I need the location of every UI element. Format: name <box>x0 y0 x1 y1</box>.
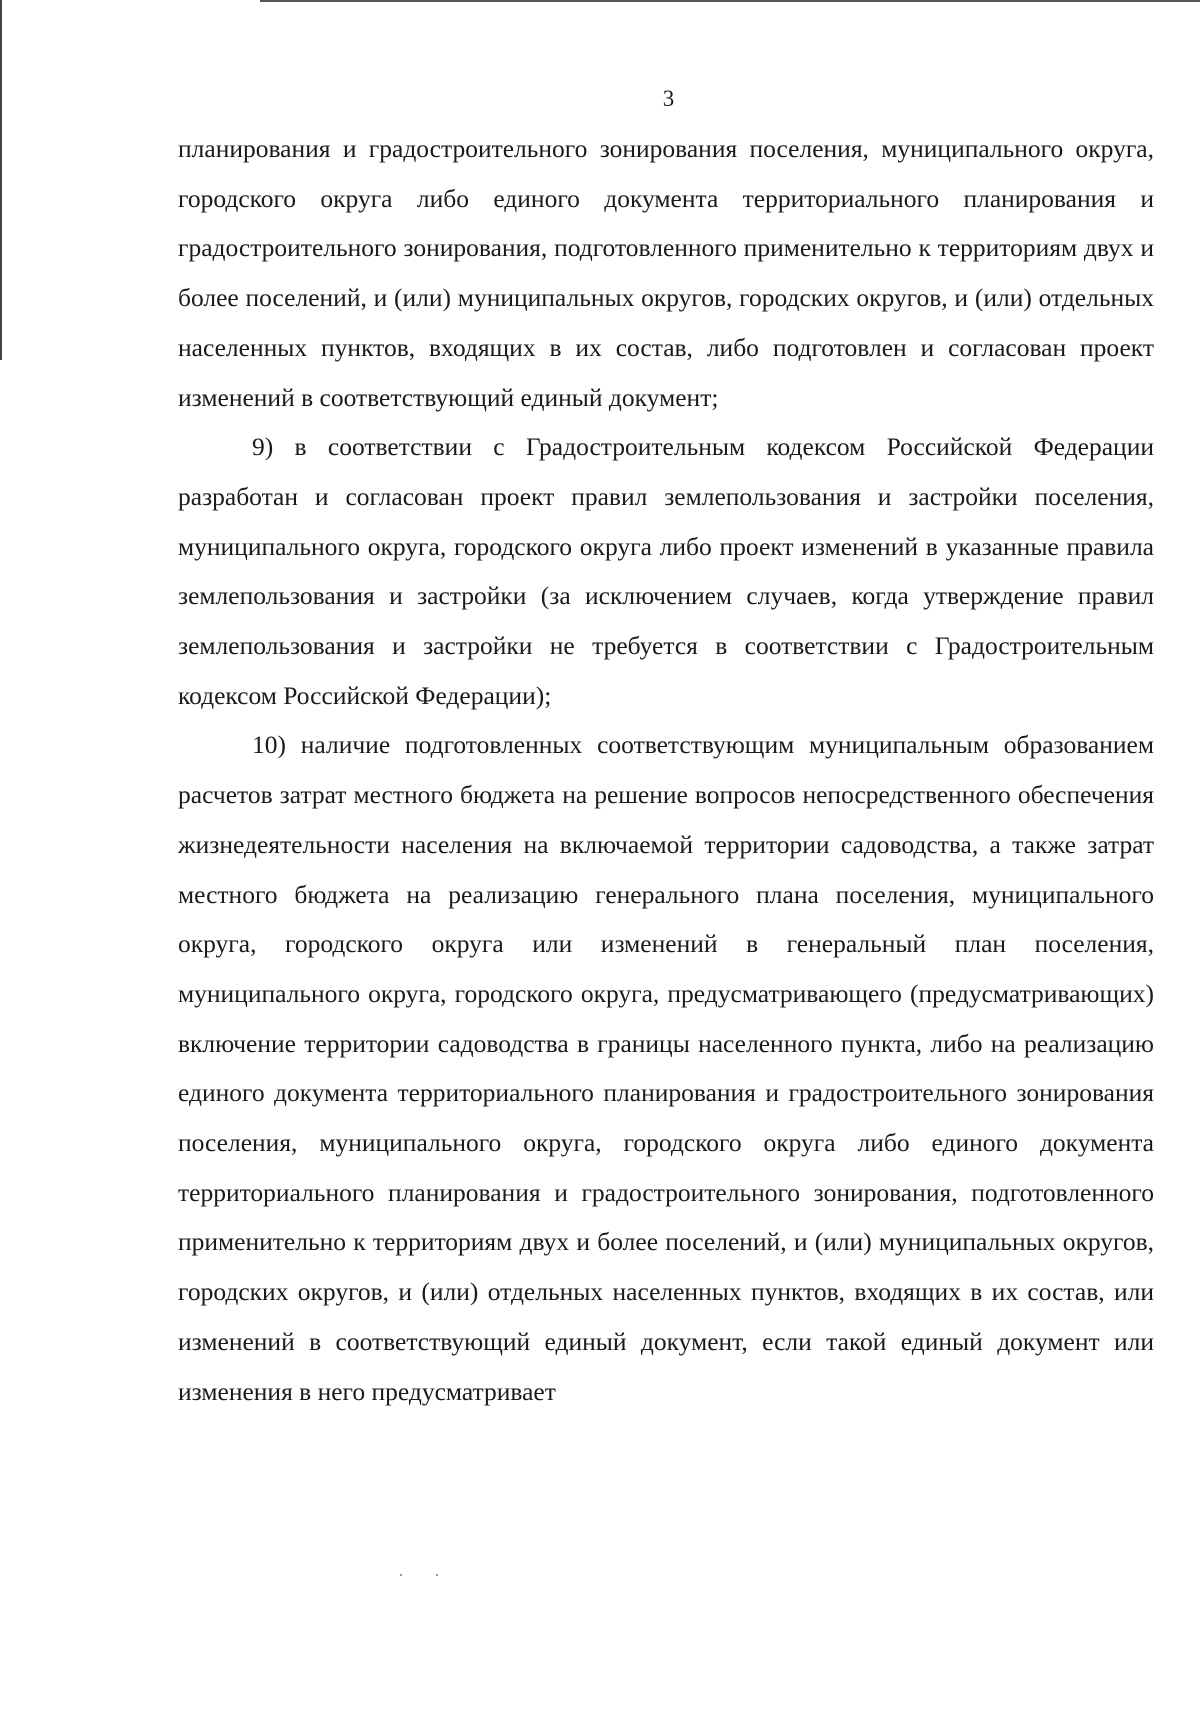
scan-left-edge <box>0 0 2 360</box>
scan-artifact-dots <box>400 1574 450 1580</box>
page-number: 3 <box>662 86 675 111</box>
paragraph-item-10: 10) наличие подготовленных соответствующим муниципальным образованием расчетов затрат местного бюджета на решение вопросов непосредственного обеспечения жизнедеятельности населения на включаемой территории садоводства, а также затрат местного бюджета на реализацию генерального плана поселения, муниципального округа, городского округа или изменений в генеральный план поселения, муниципального округа, городского округа, предусматривающего (предусматривающих) включение территории садоводства в границы населенного пункта, либо на реализацию единого документа территориального планирования и градостроительного зонирования поселения, муниципального округа, городского округа либо единого документа территориального планирования и градостроительного зонирования, подготовленного применительно к территориям двух и более поселений, и (или) муниципальных округов, городских округов, и (или) отдельных населенных пунктов, входящих в их состав, или изменений в соответствующий единый документ, если такой единый документ или изменения в него предусматривает <box>178 730 1154 1406</box>
paragraph-continuation: планирования и градостроительного зонирования поселения, муниципального округа, городского округа либо единого документа территориального планирования и градостроительного зонирования, подготовленного применительно к территориям двух и более поселений, и (или) муниципальных округов, городских округов, и (или) отдельных населенных пунктов, входящих в их состав, либо подготовлен и согласован проект изменений в соответствующий единый документ; <box>178 134 1154 412</box>
document-body <box>178 124 1154 1416</box>
paragraph-item-9: 9) в соответствии с Градостроительным кодексом Российской Федерации разработан и согласован проект правил землепользования и застройки поселения, муниципального округа, городского округа либо проект изменений в указанные правила землепользования и застройки (за исключением случаев, когда утверждение правил землепользования и застройки не требуется в соответствии с Градостроительным кодексом Российской Федерации); <box>178 432 1154 710</box>
scan-top-edge <box>260 0 1200 2</box>
